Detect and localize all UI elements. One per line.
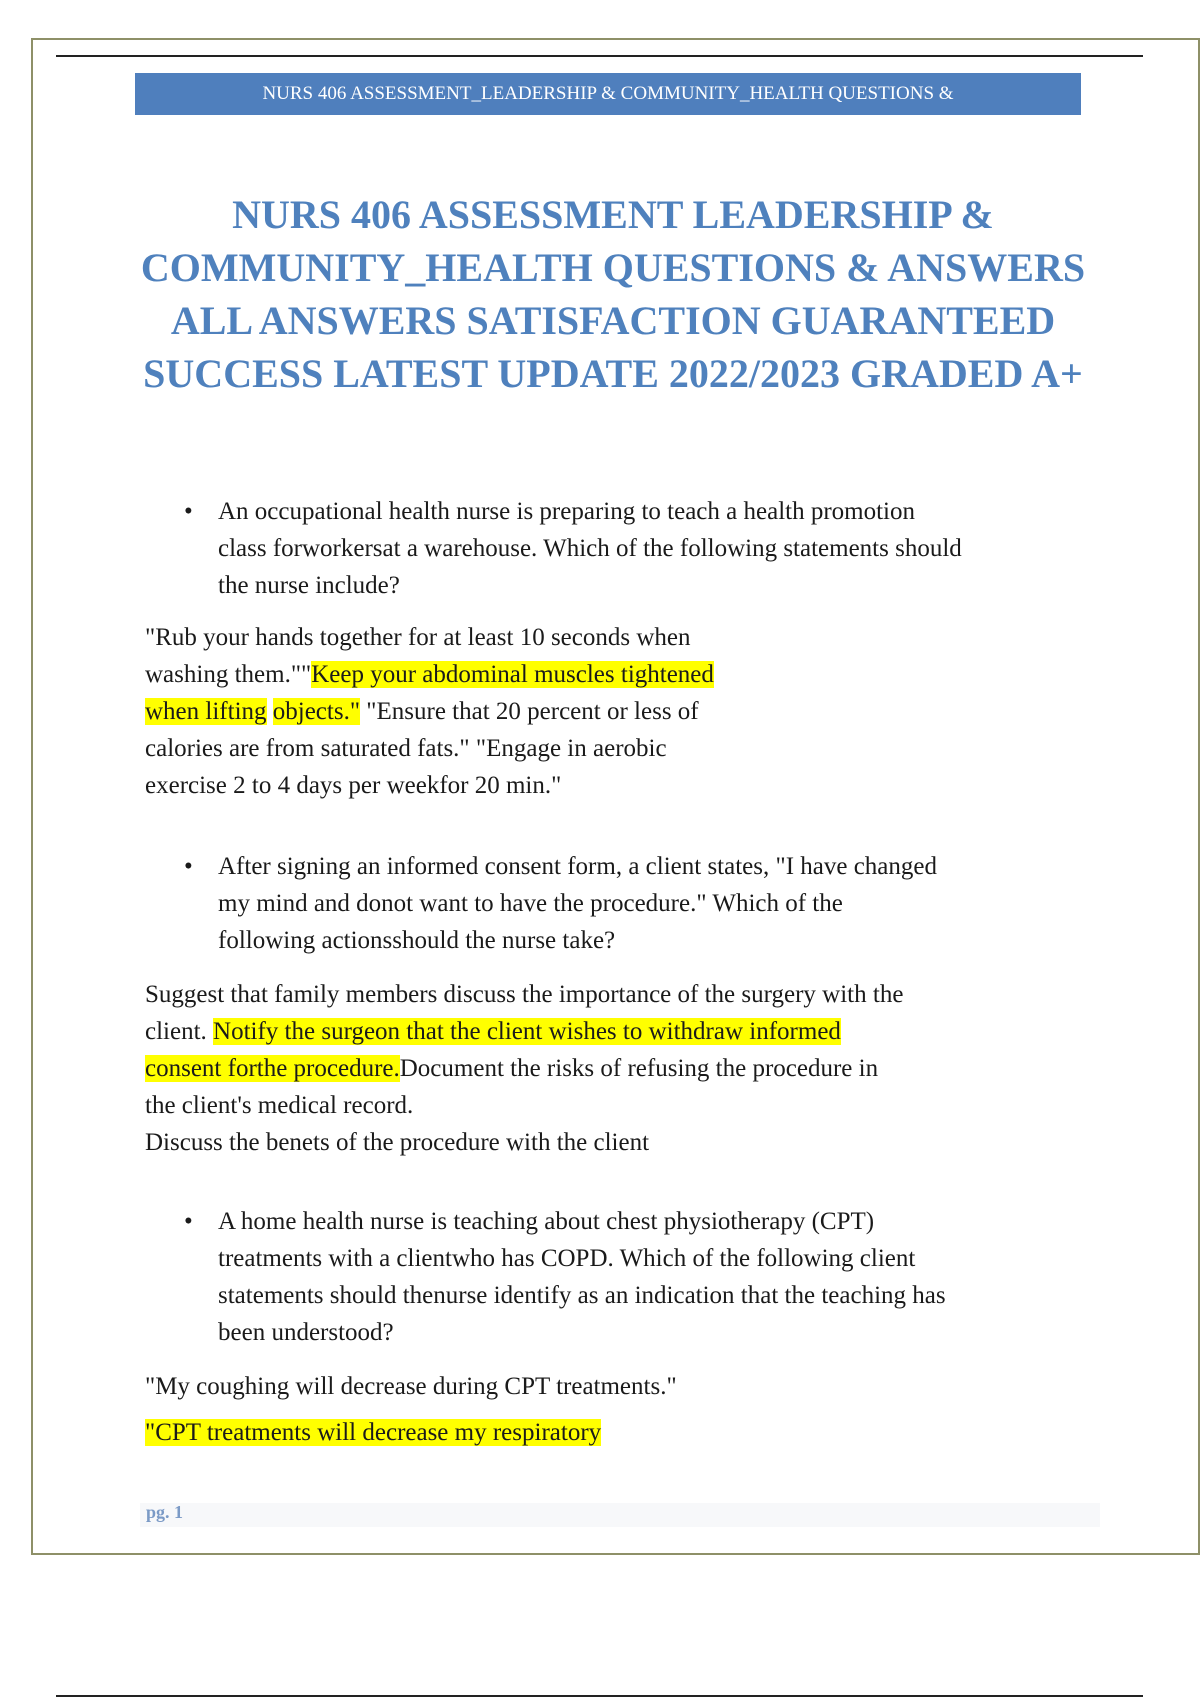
question-3-line-1: A home health nurse is teaching about chest physiotherapy (CPT)	[218, 1208, 875, 1235]
top-rule	[56, 55, 1143, 57]
page-number: pg. 1	[146, 1502, 184, 1522]
answer-1-line-2: washing them.""	[145, 661, 312, 688]
answer-2-line-2: client.	[145, 1018, 214, 1045]
correct-answer-highlight: Notify the surgeon that the client wishes to withdraw informed	[213, 1018, 841, 1045]
answers-3-continued	[145, 1414, 601, 1451]
correct-answer-highlight: objects."	[272, 698, 361, 725]
question-2-line-3: following actionsshould the nurse take?	[218, 927, 616, 954]
question-3-line-3: statements should thenurse identify as an indication that the teaching has	[218, 1282, 946, 1309]
footer-bar	[140, 1503, 1100, 1527]
title-line-3: ALL ANSWERS SATISFACTION GUARANTEED	[170, 298, 1056, 343]
question-3-line-2: treatments with a clientwho has COPD. Which of the following client	[218, 1245, 916, 1272]
answer-1-line-5: exercise 2 to 4 days per weekfor 20 min."	[145, 772, 562, 799]
answer-2-line-1: Suggest that family members discuss the importance of the surgery with the	[145, 981, 904, 1008]
question-1	[150, 493, 1050, 604]
answers-2	[145, 976, 903, 1161]
question-3-line-4: been understood?	[218, 1319, 394, 1346]
answer-1-line-3: "Ensure that 20 percent or less of	[360, 698, 699, 725]
header-banner: NURS 406 ASSESSMENT_LEADERSHIP & COMMUNITY_HEALTH QUESTIONS &	[135, 73, 1081, 115]
answer-1-line-4: calories are from saturated fats." "Engage in aerobic	[145, 735, 667, 762]
bottom-rule	[56, 1695, 1143, 1697]
question-1-line-2: class forworkersat a warehouse. Which of the following statements should	[218, 535, 962, 562]
question-2-line-2: my mind and donot want to have the procedure." Which of the	[218, 890, 843, 917]
correct-answer-highlight: when lifting	[145, 698, 267, 725]
question-2-line-1: After signing an informed consent form, a client states, "I have changed	[218, 853, 937, 880]
question-1-line-3: the nurse include?	[218, 572, 400, 599]
correct-answer-highlight: Keep your abdominal muscles tightened	[311, 661, 714, 688]
answer-3-line-1: "My coughing will decrease during CPT treatments."	[145, 1373, 677, 1400]
title-line-4: SUCCESS LATEST UPDATE 2022/2023 GRADED A+	[143, 351, 1083, 396]
correct-answer-highlight: consent forthe procedure.	[145, 1055, 400, 1082]
answer-1-line-1: "Rub your hands together for at least 10 seconds when	[145, 624, 691, 651]
answer-2-line-4: the client's medical record.	[145, 1092, 414, 1119]
question-3	[150, 1203, 1050, 1351]
title-line-2: COMMUNITY_HEALTH QUESTIONS & ANSWERS	[140, 245, 1086, 290]
question-2	[150, 848, 1050, 959]
question-1-text	[218, 493, 1050, 604]
answer-2-line-3: Document the risks of refusing the procedure in	[399, 1055, 879, 1082]
question-2-text	[218, 848, 1050, 959]
question-3-text	[218, 1203, 1050, 1351]
answers-1	[145, 619, 714, 804]
title-line-1: NURS 406 ASSESSMENT LEADERSHIP &	[232, 192, 994, 237]
document-title	[120, 188, 1106, 400]
correct-answer-highlight: "CPT treatments will decrease my respiratory	[145, 1419, 602, 1446]
question-1-line-1: An occupational health nurse is preparing to teach a health promotion	[218, 498, 915, 525]
answers-3	[145, 1368, 677, 1405]
answer-2-line-5: Discuss the benets of the procedure with the client	[145, 1129, 650, 1156]
